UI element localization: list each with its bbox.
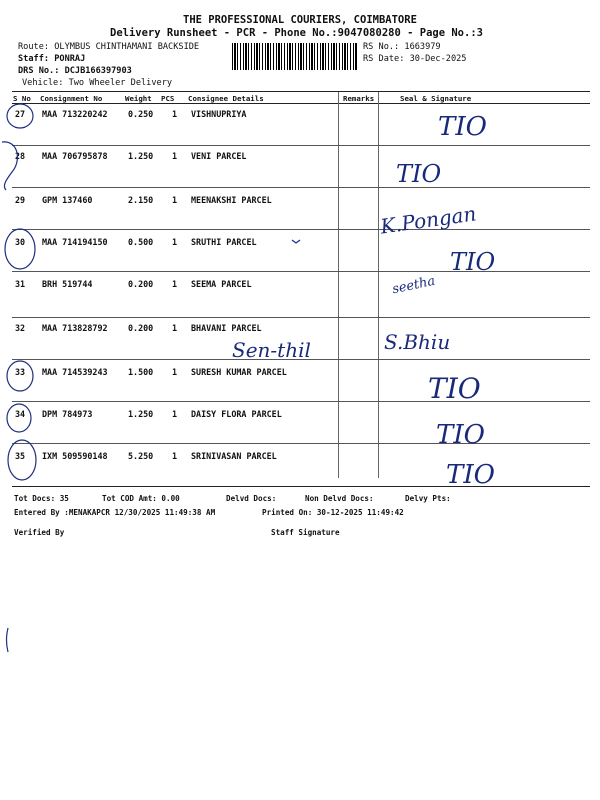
row-consignee: SRUTHI PARCEL <box>191 237 257 247</box>
signature-row-31: seetha <box>390 273 437 298</box>
signature-row-32: S.Bhiu <box>384 330 451 354</box>
sno-circle <box>7 361 33 391</box>
col-header-consignee: Consignee Details <box>188 94 264 103</box>
row-consignment-no: MAA 713828792 <box>42 323 108 333</box>
total-docs: Tot Docs: 35 <box>14 494 69 503</box>
row-weight: 5.250 <box>128 451 154 461</box>
row-consignment-no: GPM 137460 <box>42 195 93 205</box>
staff-label: Staff: PONRAJ <box>18 54 86 64</box>
row-weight: 0.200 <box>128 279 154 289</box>
row-consignee: VENI PARCEL <box>191 151 247 161</box>
row-consignee: SURESH KUMAR PARCEL <box>191 367 287 377</box>
row-sno: 28 <box>15 151 26 161</box>
margin-mark <box>7 628 9 652</box>
row-sno: 32 <box>15 323 26 333</box>
row-weight: 0.200 <box>128 323 154 333</box>
staff-signature: Staff Signature <box>271 528 340 537</box>
sno-circle <box>7 104 33 128</box>
signature-row-29: K.Pongan <box>378 201 478 239</box>
company-title: THE PROFESSIONAL COURIERS, COIMBATORE <box>183 14 417 26</box>
row-pcs: 1 <box>172 323 178 333</box>
drs-number: DRS No.: DCJB166397903 <box>18 66 132 76</box>
signature-row-27: TIO <box>438 112 487 142</box>
signature-row-34: TIO <box>436 420 485 450</box>
row-consignment-no: MAA 714194150 <box>42 237 108 247</box>
sno-circle <box>8 440 36 480</box>
row-weight: 0.500 <box>128 237 154 247</box>
delivery-points: Delvy Pts: <box>405 494 451 503</box>
row-sno: 34 <box>15 409 26 419</box>
row-sno: 30 <box>15 237 26 247</box>
col-header-remarks: Remarks <box>343 94 375 103</box>
row-pcs: 1 <box>172 151 178 161</box>
signature-row-32-remark: Sen-thil <box>232 338 311 362</box>
col-header-seal-signature: Seal & Signature <box>400 94 472 103</box>
row-sno: 31 <box>15 279 26 289</box>
row-pcs: 1 <box>172 409 178 419</box>
row-weight: 1.250 <box>128 151 154 161</box>
signature-row-28: TIO <box>396 160 442 188</box>
rs-date: RS Date: 30-Dec-2025 <box>363 54 467 64</box>
row-consignee: SEEMA PARCEL <box>191 279 252 289</box>
delivered-docs: Delvd Docs: <box>226 494 277 503</box>
verified-by: Verified By <box>14 528 65 537</box>
row-consignment-no: DPM 784973 <box>42 409 93 419</box>
printed-on: Printed On: 30-12-2025 11:49:42 <box>262 508 404 517</box>
route-label: Route: OLYMBUS CHINTHAMANI BACKSIDE <box>18 42 200 52</box>
runsheet-subtitle: Delivery Runsheet - PCR - Phone No.:9047080280 - Page No.:3 <box>110 27 483 39</box>
signature-row-35: TIO <box>446 460 495 490</box>
col-header-sno: S No <box>13 94 31 103</box>
rs-number: RS No.: 1663979 <box>363 42 441 52</box>
row-consignment-no: BRH 519744 <box>42 279 93 289</box>
sno-circle <box>7 404 31 432</box>
row-consignment-no: IXM 509590148 <box>42 451 108 461</box>
row-weight: 0.250 <box>128 109 154 119</box>
row-consignee: DAISY FLORA PARCEL <box>191 409 282 419</box>
row-sno: 27 <box>15 109 26 119</box>
row-consignee: BHAVANI PARCEL <box>191 323 262 333</box>
row-pcs: 1 <box>172 451 178 461</box>
tick-mark <box>292 240 300 243</box>
total-cod-amount: Tot COD Amt: 0.00 <box>102 494 180 503</box>
signature-row-33: TIO <box>428 372 481 405</box>
non-delivered-docs: Non Delvd Docs: <box>305 494 374 503</box>
row-pcs: 1 <box>172 237 178 247</box>
signature-row-30: TIO <box>450 248 496 276</box>
row-sno: 29 <box>15 195 26 205</box>
vehicle-label: Vehicle: Two Wheeler Delivery <box>22 78 173 88</box>
row-pcs: 1 <box>172 367 178 377</box>
col-header-pcs: PCS <box>161 94 175 103</box>
row-consignment-no: MAA 713220242 <box>42 109 108 119</box>
row-sno: 35 <box>15 451 26 461</box>
row-consignee: SRINIVASAN PARCEL <box>191 451 277 461</box>
row-weight: 1.500 <box>128 367 154 377</box>
sno-circle <box>5 229 35 269</box>
row-consignment-no: MAA 706795878 <box>42 151 108 161</box>
row-consignment-no: MAA 714539243 <box>42 367 108 377</box>
row-consignee: VISHNUPRIYA <box>191 109 247 119</box>
row-pcs: 1 <box>172 195 178 205</box>
entered-by: Entered By :MENAKAPCR 12/30/2025 11:49:38 AM <box>14 508 216 517</box>
row-sno: 33 <box>15 367 26 377</box>
row-consignee: MEENAKSHI PARCEL <box>191 195 272 205</box>
sno-mark <box>2 142 17 190</box>
col-header-weight: Weight <box>125 94 152 103</box>
col-header-consignment: Consignment No <box>40 94 103 103</box>
row-weight: 1.250 <box>128 409 154 419</box>
row-pcs: 1 <box>172 279 178 289</box>
row-pcs: 1 <box>172 109 178 119</box>
row-weight: 2.150 <box>128 195 154 205</box>
